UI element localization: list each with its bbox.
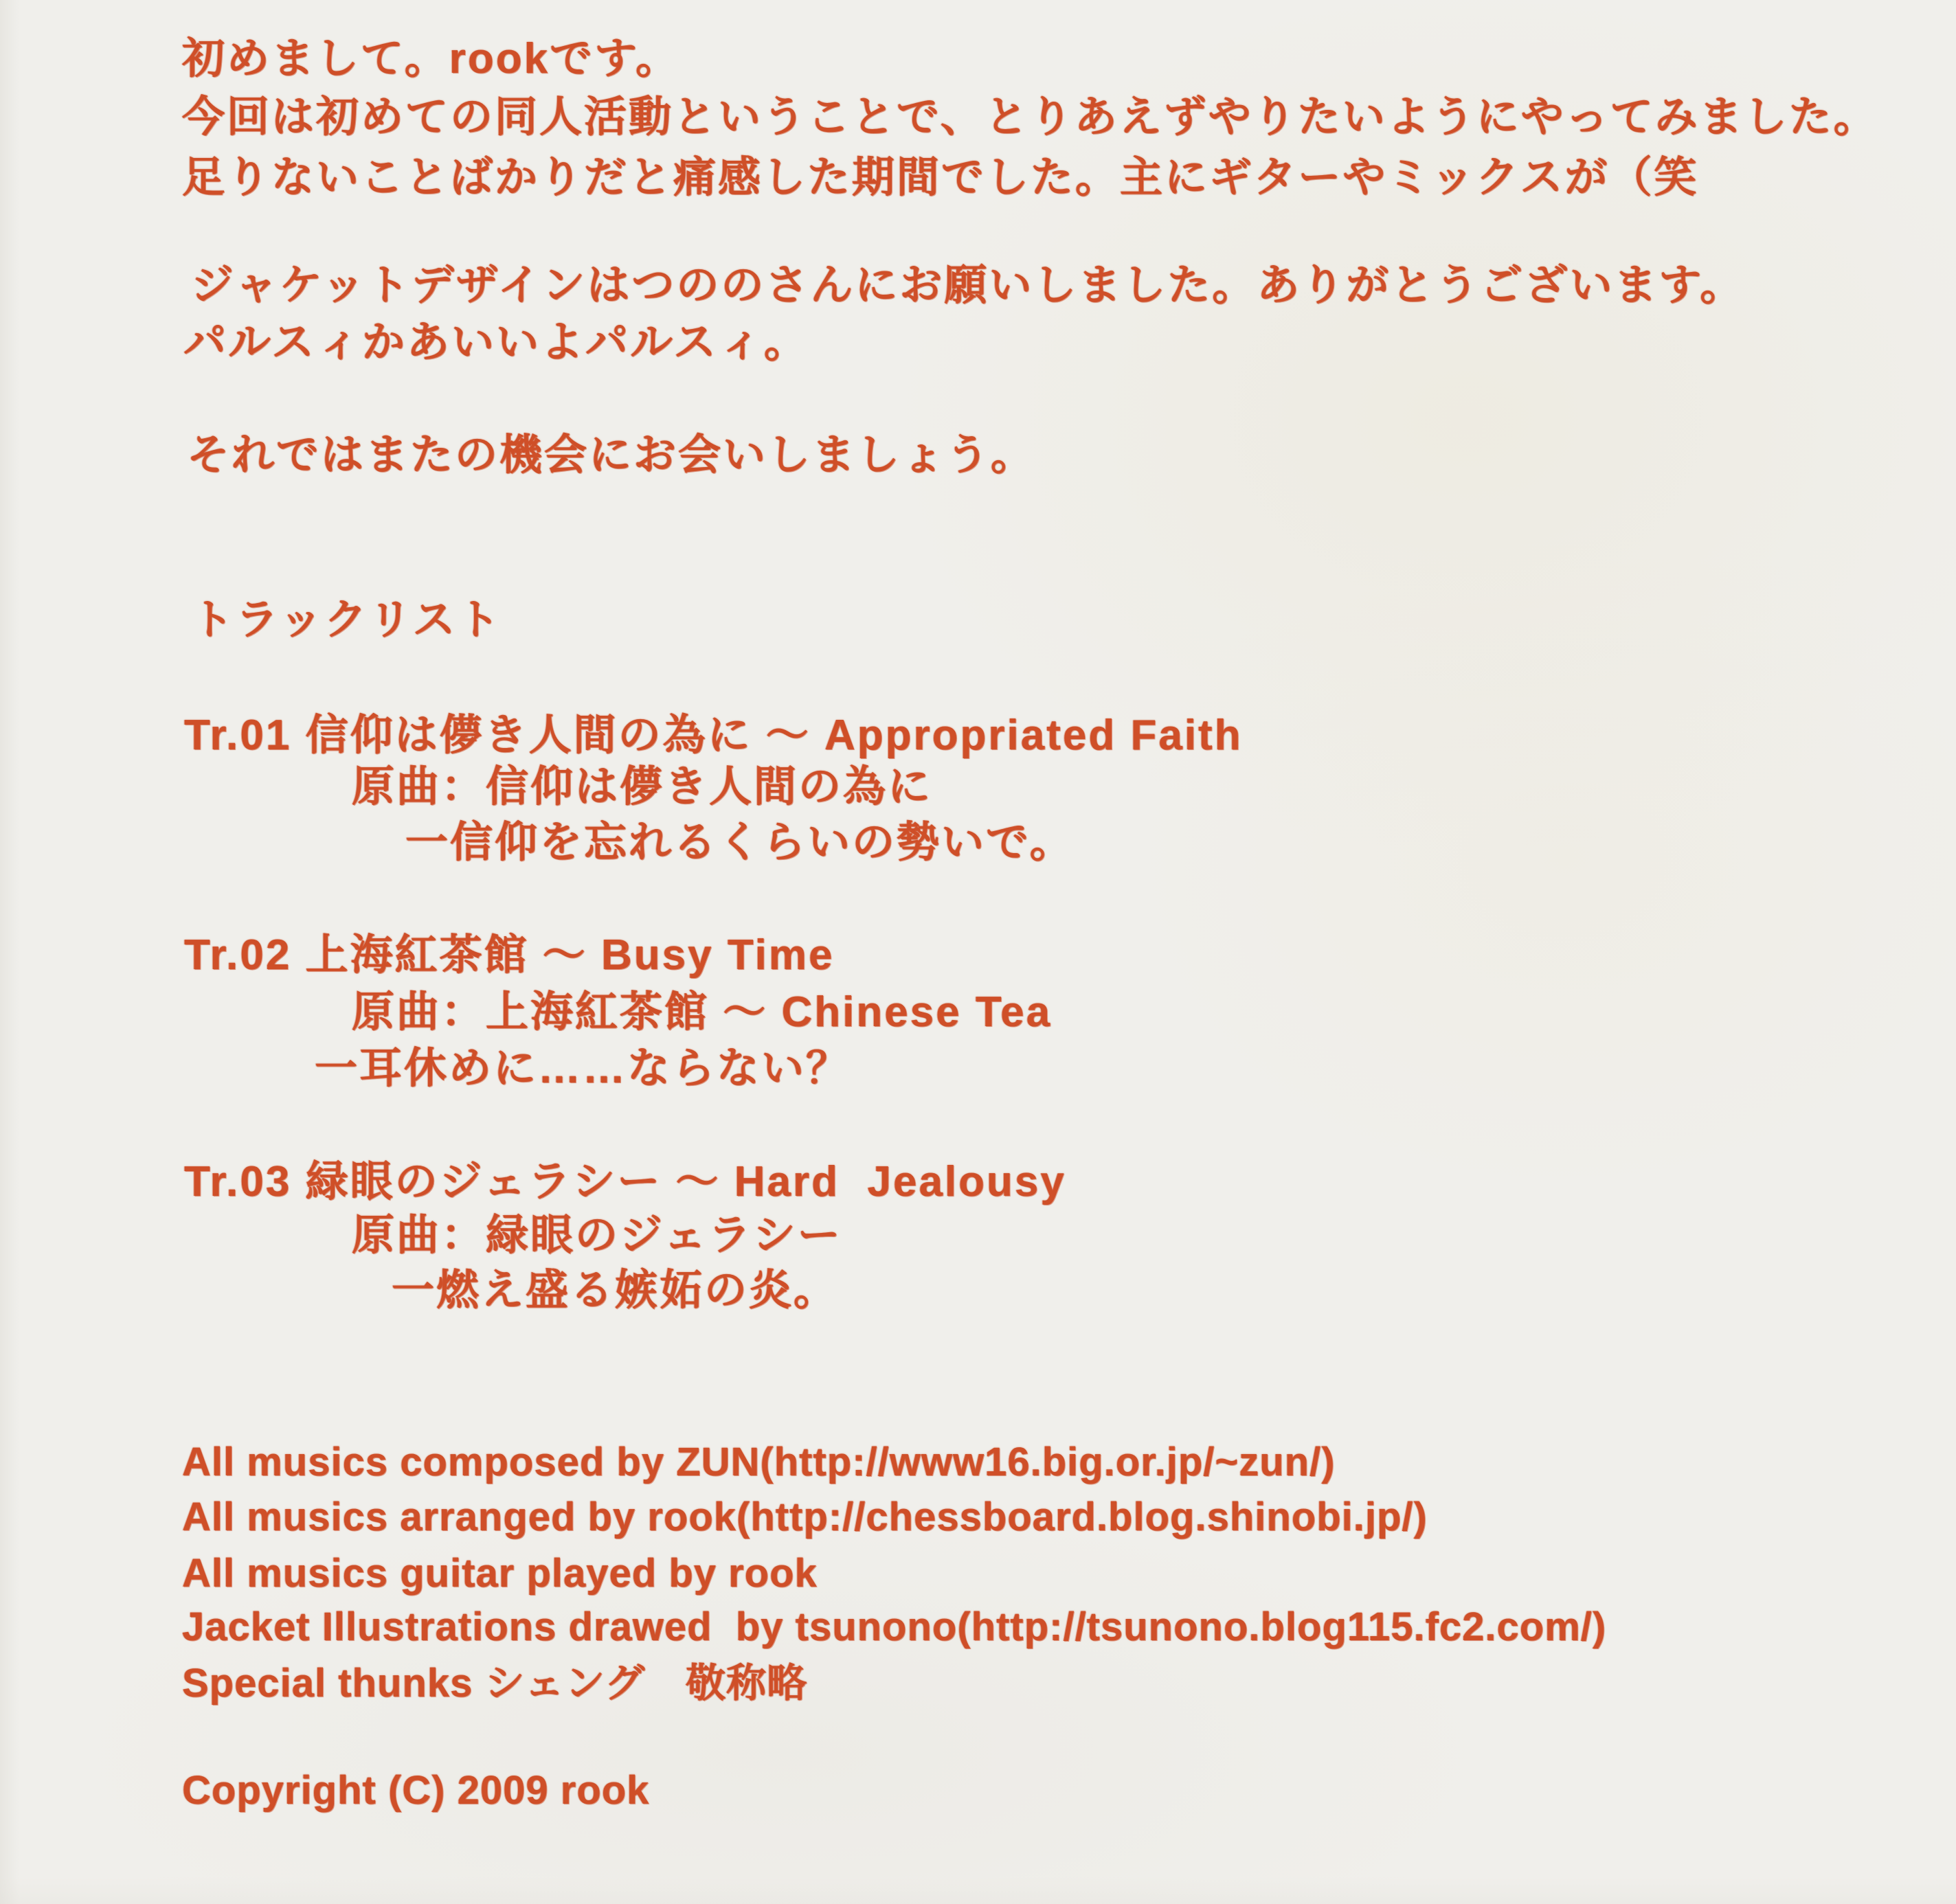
track-original: 原曲：上海紅茶館 ～ Chinese Tea xyxy=(352,988,1053,1036)
credit-guitar: All musics guitar played by rook xyxy=(182,1551,818,1596)
track-title: Tr.01 信仰は儚き人間の為に ～ Appropriated Faith xyxy=(184,712,1243,759)
closing-line: それではまたの機会にお会いしましょう。 xyxy=(187,431,1036,479)
track-original: 原曲：緑眼のジェラシー xyxy=(352,1212,842,1259)
copyright-line: Copyright (C) 2009 rook xyxy=(182,1768,650,1813)
credit-arranged: All musics arranged by rook(http://chessboard.blog.shinobi.jp/) xyxy=(182,1495,1428,1539)
track-title: Tr.03 緑眼のジェラシー ～ Hard Jealousy xyxy=(184,1158,1066,1205)
thanks-line-2: パルスィかあいいよパルスィ。 xyxy=(183,319,809,366)
track-original: 原曲：信仰は儚き人間の為に xyxy=(352,763,933,811)
track-title: Tr.02 上海紅茶館 ～ Busy Time xyxy=(184,931,835,979)
tracklist-heading: トラックリスト xyxy=(191,596,502,644)
intro-line-2: 今回は初めての同人活動ということで、とりあえずやりたいようにやってみました。 xyxy=(182,93,1878,141)
intro-line-1: 初めまして。rookです。 xyxy=(182,35,681,82)
credit-jacket: Jacket Illustrations drawed by tsunono(http://tsunono.blog115.fc2.com/) xyxy=(182,1605,1607,1649)
intro-line-3: 足りないことばかりだと痛感した期間でした。主にギターやミックスが（笑 xyxy=(182,154,1699,201)
track-comment: 一耳休めに……ならない？ xyxy=(315,1045,851,1092)
thanks-line-1: ジャケットデザインはつののさんにお願いしました。ありがとうございます。 xyxy=(191,262,1745,309)
track-comment: 一燃え盛る嫉妬の炎。 xyxy=(392,1267,839,1314)
credit-special-thanks: Special thunks シェング 敬称略 xyxy=(182,1661,808,1705)
track-comment: 一信仰を忘れるくらいの勢いで。 xyxy=(405,819,1075,866)
credit-composed: All musics composed by ZUN(http://www16.big.or.jp/~zun/) xyxy=(182,1440,1336,1484)
